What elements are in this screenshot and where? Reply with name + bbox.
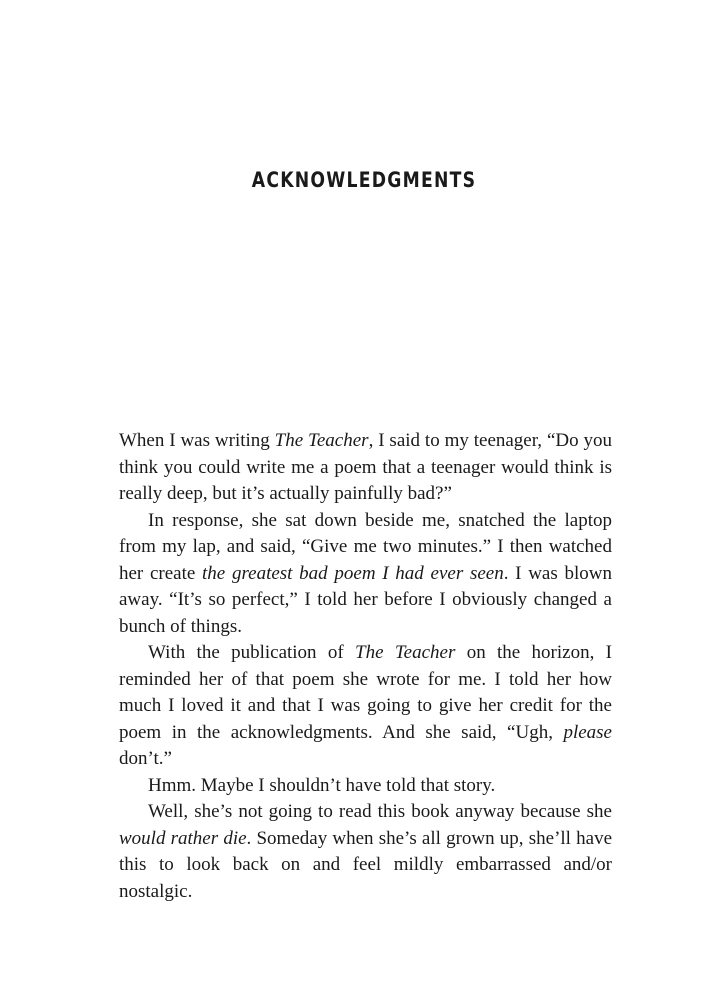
paragraph-4-text-1: Hmm. Maybe I shouldn’t have told that story. [148, 774, 496, 796]
paragraph-4 [119, 773, 612, 800]
paragraph-2 [119, 508, 612, 641]
paragraph-1-text-1: When I was writing [119, 430, 275, 451]
paragraph-1-book-title: The Teacher [274, 430, 369, 451]
paragraph-3-text-2: on the horizon, I reminded her of that poem she wrote for me. I told her how much I loved it and that I was going to give her credit for the poem in the acknowledgments. And she said, “Ugh, [119, 642, 612, 743]
acknowledgments-body [119, 428, 612, 905]
paragraph-1 [119, 428, 612, 508]
paragraph-5 [119, 799, 612, 905]
paragraph-2-emphasis: the greatest bad poem I had ever seen [202, 562, 504, 584]
paragraph-3-emphasis: please [563, 721, 612, 743]
chapter-heading: ACKNOWLEDGMENTS [251, 168, 477, 192]
paragraph-3-text-1: With the publication of [148, 642, 356, 663]
paragraph-2-text-1: In response, she sat down beside me, snatched the laptop from my lap, and said, “Give me two minutes.” I then watched her create [119, 509, 612, 584]
paragraph-2-text-2: . I was blown away. “It’s so perfect,” I told her before I obviously changed a bunch of things. [119, 562, 612, 637]
paragraph-3-text-3: don’t.” [119, 748, 172, 769]
paragraph-3-book-title: The Teacher [355, 642, 456, 663]
paragraph-3 [119, 640, 612, 773]
paragraph-5-text-1: Well, she’s not going to read this book anyway because she [148, 801, 612, 822]
paragraph-5-emphasis: would rather die [119, 827, 247, 849]
paragraph-1-text-2: , I said to my teenager, “Do you think you could write me a poem that a teenager would think is really deep, but it’s actually painfully bad?” [119, 430, 612, 504]
paragraph-5-text-2: . Someday when she’s all grown up, she’ll have this to look back on and feel mildly embarrassed and/or nostalgic. [119, 827, 613, 902]
